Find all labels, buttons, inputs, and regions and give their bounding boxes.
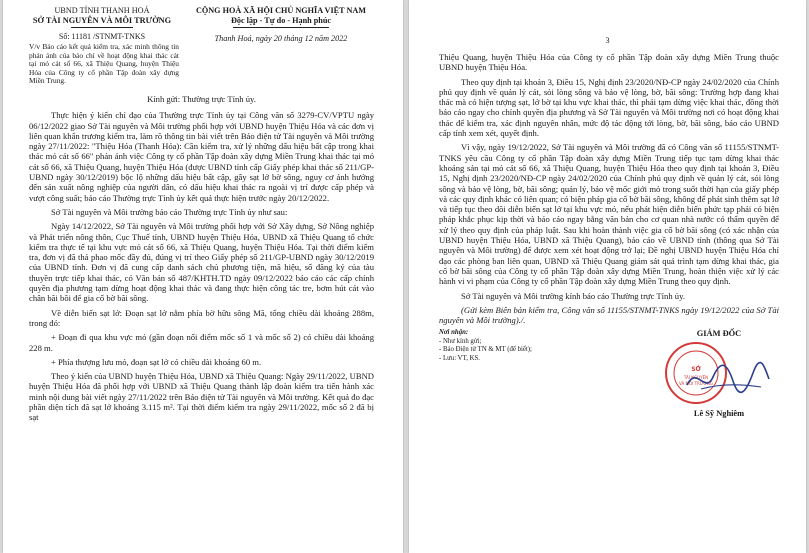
document-subject: V/v Báo cáo kết quả kiểm tra, xác minh thông tin phản ánh của báo chí về hoạt động khai thác cát tại mỏ cát số 66, xã Thiệu Quang, huyện Thiệu Hóa của Công ty cổ phần Tập đoàn xây dựng Miền Trung. [29, 42, 179, 86]
document-header [29, 6, 374, 86]
body-paragraph: Thiệu Quang, huyện Thiệu Hóa của Công ty cổ phần Tập đoàn xây dựng Miền Trung thuộc UBND huyện Thiệu Hóa. [439, 52, 779, 73]
document-number: Số: 11181 /STNMT-TNKS [58, 32, 146, 41]
body-paragraph: Ngày 14/12/2022, Sở Tài nguyên và Môi trường phối hợp với Sở Xây dựng, Sở Nông nghiệp và Phát triển nông thôn, Cục Thuế tỉnh, UBND huyện Thiệu Hóa, UBND xã Thiệu Quang tổ chức kiểm tra thực tế tại khu vực mỏ cát số 66, xã Thiệu Quang, huyện Thiệu Hóa. Tại thời điểm kiểm tra, đơn vị đã thả phao mốc đầy đủ, đúng vị trí theo Giấy phép số 211/GP-UBND ngày 30/12/2019 của UBND tỉnh. Đơn vị đã cung cấp danh sách chủ phương tiện, mã hiệu, số đăng ký của tàu thuyền trực tiếp khai thác, có Văn bản số 487/KHTH.TD ngày 09/12/2022 báo cáo các cấp chính quyền địa phương tạm dừng hoạt động khai thác và đang thực hiện công tác tre, bơm hút cát vào chân bãi bồi để gia cố bờ bãi sông. [29, 221, 374, 304]
signer-name: Lê Sỹ Nghiêm [693, 409, 745, 419]
nation-title: CỘNG HOÀ XÃ HỘI CHỦ NGHĨA VIỆT NAM [195, 6, 367, 15]
body-paragraph: Sở Tài nguyên và Môi trường kính báo cáo Thường trực Tỉnh ủy. [461, 290, 685, 301]
department-name: SỞ TÀI NGUYÊN VÀ MÔI TRƯỜNG [32, 16, 172, 25]
body-paragraph: Thực hiện ý kiến chỉ đạo của Thường trực Tỉnh ủy tại Công văn số 3279-CV/VPTU ngày 06/12/2022 giao Sở Tài nguyên và Môi trường phối hợp với UBND huyện Thiệu Hóa và các đơn vị liên quan khẩn trương kiểm tra, làm rõ thông tin bài viết trên Báo điện tử Tài nguyên và Môi trường ngày 27/11/2022: "Thiệu Hóa (Thanh Hóa): Cần kiểm tra, xử lý những dấu hiệu bất cập trong khai thác mỏ cát số 66" phản ánh việc Công ty cổ phần Tập đoàn xây dựng Miền Trung khai thác tại mỏ cát số 66, xã Thiệu Quang, huyện Thiệu Hóa (được UBND tỉnh cấp Giấy phép khai thác số 211/GP-UBND ngày 30/12/2019) bộc lộ những dấu hiệu bất cập, gây sạt lở bờ sông, nguy cơ ảnh hưởng đến sản xuất nông nghiệp của người dân, có dấu hiệu khai thác ra ngoài vị trí được cấp phép và vượt công suất; báo cáo Thường trực Tỉnh ủy kết quả thực hiện trước ngày 20/12/2022. [29, 110, 374, 203]
body-paragraph: + Đoạn đi qua khu vực mỏ (gần đoạn nối điểm mốc số 1 và mốc số 2) có chiều dài khoảng 228 m. [29, 332, 374, 353]
greeting: Kính gửi: Thường trực Tỉnh ủy. [147, 93, 256, 104]
attachment-note: (Gửi kèm Biên bản kiểm tra, Công văn số 11155/STNMT-TNKS ngày 19/12/2022 của Sở Tài nguyên và Môi trường)./. [439, 304, 779, 326]
recipient-item: - Lưu: VT, KS. [439, 354, 481, 362]
body-paragraph: Sở Tài nguyên và Môi trường báo cáo Thường trực Tỉnh ủy như sau: [51, 206, 288, 217]
document-page-1 [3, 0, 403, 553]
recipient-item: - Như kính gửi; [439, 337, 482, 345]
recipient-item: - Báo Điện tử TN & MT (để biết); [439, 346, 532, 354]
body-paragraph: + Phía thượng lưu mỏ, đoạn sạt lở có chiều dài khoảng 60 m. [51, 356, 262, 367]
handwritten-signature [683, 359, 773, 399]
recipients-block [439, 329, 569, 424]
body-paragraph: Theo ý kiến của UBND huyện Thiệu Hóa, UBND xã Thiệu Quang: Ngày 29/11/2022, UBND huyện Thiệu Hóa đã phối hợp với UBND xã Thiệu Quang thành lập đoàn kiểm tra tiến hành xác minh nội dung bài viết ngày 27/11/2022 trên Báo điện tử Tài nguyên và Môi trường. Kết quả đo đạc phần diện tích đã sạt lở khoảng 3.115 m². Tại thời điểm kiểm tra ngày 29/11/2022, mốc số 2 đã bị sạt [29, 371, 374, 423]
signature-block [659, 329, 779, 424]
body-paragraph: Về diễn biến sạt lở: Đoạn sạt lở nằm phía bờ hữu sông Mã, tổng chiều dài khoảng 288m, trong đó: [29, 307, 374, 328]
svg-text:TÀI NGUYÊN: TÀI NGUYÊN [683, 375, 709, 381]
agency-name: UBND TỈNH THANH HOÁ [54, 6, 150, 15]
body-paragraph: Theo quy định tại khoản 3, Điều 15, Nghị định 23/2020/NĐ-CP ngày 24/02/2020 của Chính phủ quy định về quản lý cát, sỏi lòng sông và bảo vệ lòng, bờ, bãi sông: Trường hợp đang khai thác mà có hiện tượng sạt, lở bờ tại khu vực khai thác, thì phải tạm dừng việc khai thác, đồng thời báo cáo ngay cho chính quyền địa phương và Sở Tài nguyên và Môi trường nơi có hoạt động khai thác để kiểm tra, xác định nguyên nhân, mức độ tác động tới lòng, bờ, bãi sông, báo cáo UBND cấp tỉnh xem xét, quyết định. [439, 76, 779, 139]
body-paragraph: Vì vậy, ngày 19/12/2022, Sở Tài nguyên và Môi trường đã có Công văn số 11155/STNMT-TNKS yêu cầu Công ty cổ phần Tập đoàn xây dựng Miền Trung tiếp tục tạm dừng khai thác khoáng sản tại mỏ cát số 66, xã Thiệu Quang, huyện Thiệu Hóa theo quy định tại khoản 3, Điều 15, Nghị định 23/2020/NĐ-CP ngày 24/02/2020 của Chính phủ quy định về quản lý cát, sỏi lòng sông và bảo vệ lòng, bờ, bãi sông; quản lý, bảo vệ mốc giới mỏ trong suốt thời hạn của giấy phép và các quy định khác có liên quan; có biện pháp gia cố bờ bãi sông, không để phát sinh thêm sạt lở và tiếp tục theo dõi diễn biến sạt lở tại khu vực mỏ, nếu phát hiện diễn biến phức tạp phải có biện pháp khắc phục kịp thời và báo cáo ngay bằng văn bản cho cơ quan nhà nước có thẩm quyền để xử lý theo quy định của pháp luật. Sau khi hoàn thành việc gia cố bờ bãi sông (có xác nhận của UBND huyện Thiệu Hóa, UBND xã Thiệu Quang), báo cáo về UBND tỉnh (thông qua Sở Tài nguyên và Môi trường) để được xem xét hoạt động trở lại; Đề nghị UBND huyện Thiệu Hóa chỉ đạo các phòng ban liên quan, UBND xã Thiệu Quang giám sát quá trình tạm dừng khai thác, gia cố bờ bãi sông của Công ty cổ phần Tập đoàn xây dựng Miền Trung, hoàn thiện việc xử lý các hành vi vi phạm của Công ty cổ phần Tập đoàn xây dựng Miền Trung theo quy định. [439, 142, 779, 287]
document-page-2 [409, 0, 806, 553]
document-date: Thanh Hoá, ngày 20 tháng 12 năm 2022 [214, 34, 348, 43]
svg-text:VÀ MÔI TRƯỜNG: VÀ MÔI TRƯỜNG [679, 381, 713, 387]
recipients-title: Nơi nhận: [439, 329, 469, 337]
svg-text:SỞ: SỞ [691, 366, 701, 374]
motto: Độc lập - Tự do - Hạnh phúc [230, 16, 332, 25]
signer-title: GIÁM ĐỐC [696, 329, 742, 339]
page-number: 3 [605, 36, 610, 45]
